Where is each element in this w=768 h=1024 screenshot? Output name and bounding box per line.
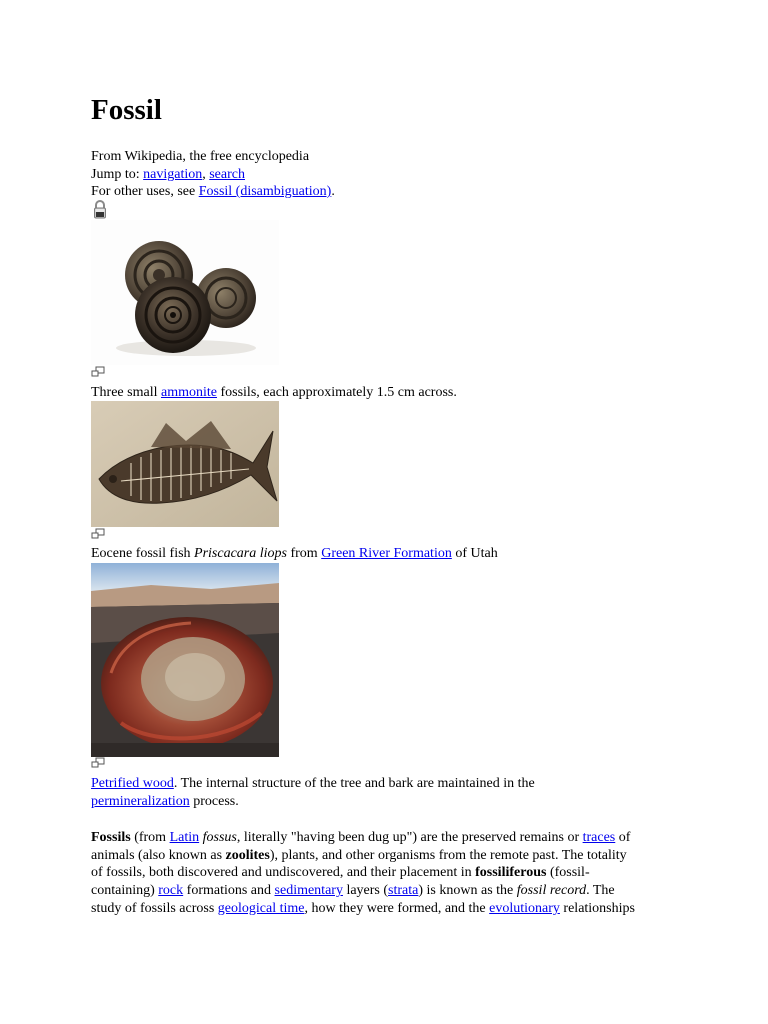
sedimentary-link[interactable]: sedimentary bbox=[274, 883, 343, 898]
figure-caption: Eocene fossil fish Priscacara liops from Green River Formation of Utah bbox=[91, 546, 498, 561]
body-line: Fossils (from Latin fossus, literally "having been dug up") are the preserved remains or traces of bbox=[91, 830, 631, 845]
magnify-icon[interactable] bbox=[91, 528, 105, 539]
lock-icon[interactable] bbox=[93, 200, 107, 219]
petrified-wood-image[interactable] bbox=[91, 563, 279, 757]
magnify-icon[interactable] bbox=[91, 366, 105, 377]
jump-to-label: Jump to: bbox=[91, 167, 144, 182]
ammonite-link[interactable]: ammonite bbox=[160, 385, 217, 400]
disambiguation-link[interactable]: Fossil (disambiguation) bbox=[198, 184, 332, 199]
traces-link[interactable]: traces bbox=[582, 830, 616, 845]
figure-caption: Three small ammonite fossils, each approximately 1.5 cm across. bbox=[91, 385, 457, 400]
navigation-link[interactable]: navigation bbox=[143, 167, 203, 182]
fish-fossil-image[interactable] bbox=[91, 401, 279, 527]
body-line: animals (also known as zoolites), plants, and other organisms from the remote past. The totality bbox=[91, 848, 627, 863]
geological-time-link[interactable]: geological time bbox=[217, 901, 305, 916]
search-link[interactable]: search bbox=[209, 167, 245, 182]
magnify-icon[interactable] bbox=[91, 757, 105, 768]
page-title: Fossil bbox=[91, 94, 162, 126]
ammonite-image[interactable] bbox=[91, 220, 279, 365]
comma: , bbox=[202, 167, 210, 182]
strata-link[interactable]: strata bbox=[388, 883, 419, 898]
rock-link[interactable]: rock bbox=[158, 883, 184, 898]
hatnote: For other uses, see Fossil (disambiguation). bbox=[91, 184, 335, 199]
figure-caption: Petrified wood. The internal structure of the tree and bark are maintained in the bbox=[91, 776, 535, 791]
permineralization-link[interactable]: permineralization bbox=[91, 794, 190, 809]
hatnote-label: For other uses, see bbox=[91, 184, 199, 199]
body-line: containing) rock formations and sedimentary layers (strata) is known as the fossil record. The bbox=[91, 883, 615, 898]
body-line: of fossils, both discovered and undiscovered, and their placement in fossiliferous (fossil- bbox=[91, 865, 590, 880]
green-river-formation-link[interactable]: Green River Formation bbox=[321, 546, 452, 561]
figure-caption-cont: permineralization process. bbox=[91, 794, 239, 809]
from-line: From Wikipedia, the free encyclopedia bbox=[91, 149, 310, 164]
latin-link[interactable]: Latin bbox=[169, 830, 200, 845]
jump-to-line bbox=[91, 166, 245, 184]
petrified-wood-link[interactable]: Petrified wood bbox=[91, 776, 174, 791]
species-name: Priscacara liops bbox=[194, 546, 287, 561]
lead-term: Fossils bbox=[91, 830, 131, 845]
body-line: study of fossils across geological time, how they were formed, and the evolutionary relationships bbox=[91, 901, 635, 916]
evolutionary-link[interactable]: evolutionary bbox=[489, 901, 560, 916]
